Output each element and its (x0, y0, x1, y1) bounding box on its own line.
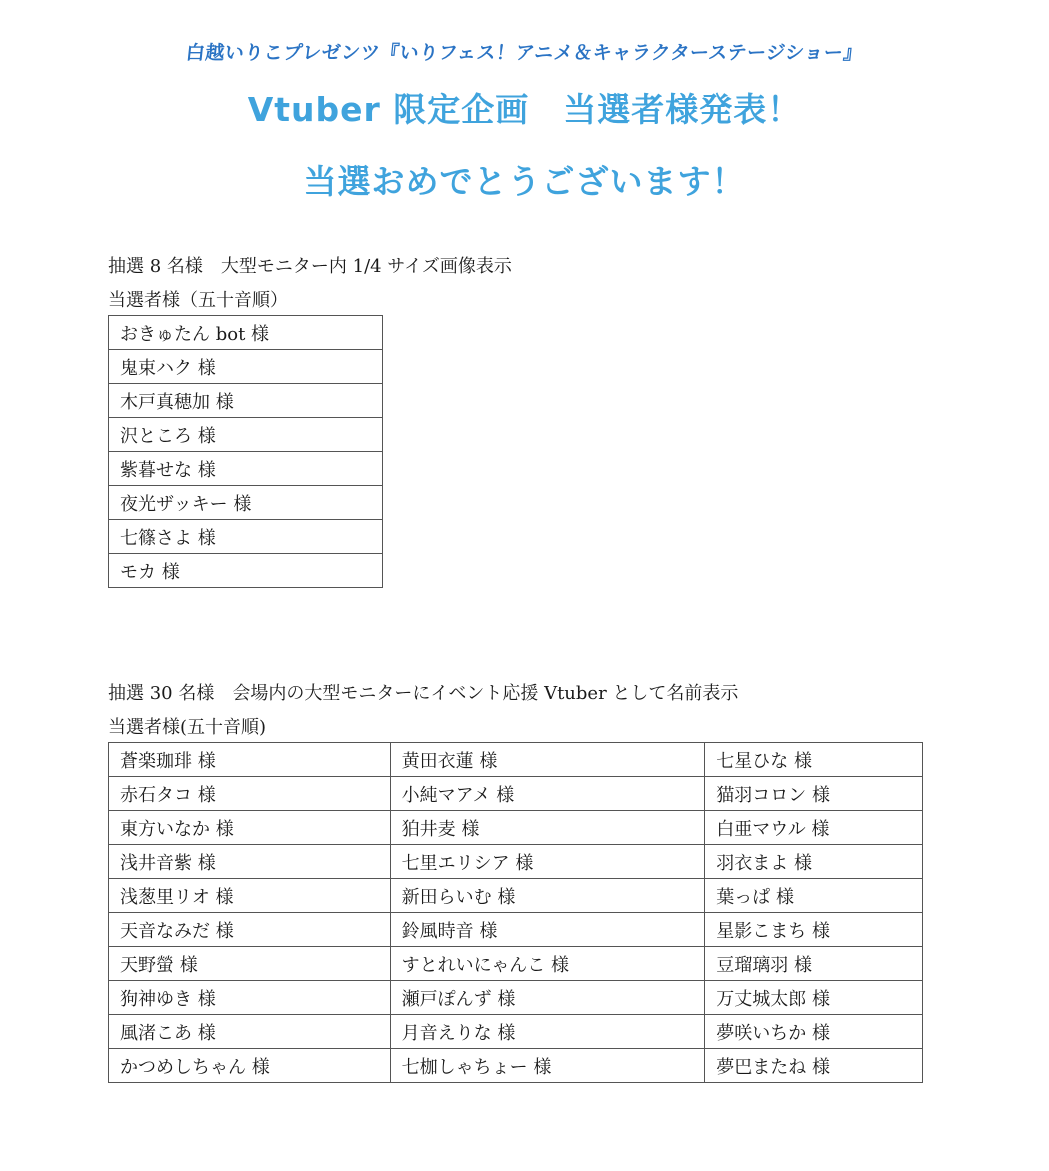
table-row (109, 316, 383, 350)
section-30-heading: 抽選 30 名様 会場内の大型モニターにイベント応援 Vtuber として名前表示 (108, 683, 739, 704)
table-row (109, 743, 923, 777)
table-row (109, 913, 923, 947)
winner-name: 木戸真穂加 様 (109, 384, 383, 418)
table-row (109, 777, 923, 811)
winner-name: 七篠さよ 様 (109, 520, 383, 554)
winner-name: 黄田衣蓮 様 (390, 743, 705, 777)
table-row (109, 981, 923, 1015)
congratulations-title: 当選おめでとうございます！ (303, 162, 746, 201)
table-row (109, 350, 383, 384)
winner-name: 鬼束ハク 様 (109, 350, 383, 384)
winner-name: 七枷しゃちょー 様 (390, 1049, 705, 1083)
winner-name: 夜光ザッキー 様 (109, 486, 383, 520)
table-row (109, 486, 383, 520)
winner-name: 新田らいむ 様 (390, 879, 705, 913)
winner-name: 狛井麦 様 (390, 811, 705, 845)
winner-name: すとれいにゃんこ 様 (390, 947, 705, 981)
winner-name: かつめしちゃん 様 (109, 1049, 391, 1083)
winner-name: 夢咲いちか 様 (705, 1015, 923, 1049)
winner-name: 天野螢 様 (109, 947, 391, 981)
section-8-subheading: 当選者様（五十音順） (108, 290, 288, 311)
winner-name: 浅井音紫 様 (109, 845, 391, 879)
winner-name: 七星ひな 様 (705, 743, 923, 777)
section-30-subheading: 当選者様(五十音順) (108, 717, 267, 738)
table-row (109, 811, 923, 845)
winner-name: 白亜マウル 様 (705, 811, 923, 845)
table-row (109, 554, 383, 588)
winner-name: 紫暮せな 様 (109, 452, 383, 486)
winner-name: 万丈城太郎 様 (705, 981, 923, 1015)
winner-name: 狗神ゆき 様 (109, 981, 391, 1015)
table-row (109, 1049, 923, 1083)
project-announcement-title: Vtuber 限定企画 当選者様発表！ (247, 90, 802, 129)
winner-name: 小純マアメ 様 (390, 777, 705, 811)
winner-name: 夢巴またね 様 (705, 1049, 923, 1083)
winner-name: 羽衣まよ 様 (705, 845, 923, 879)
table-row (109, 452, 383, 486)
winner-name: 七里エリシア 様 (390, 845, 705, 879)
winner-name: 沢ところ 様 (109, 418, 383, 452)
winner-name: 猫羽コロン 様 (705, 777, 923, 811)
table-row (109, 879, 923, 913)
table-row (109, 520, 383, 554)
winner-name: モカ 様 (109, 554, 383, 588)
table-row (109, 845, 923, 879)
table-row (109, 384, 383, 418)
winner-name: 赤石タコ 様 (109, 777, 391, 811)
winners-table-30 (108, 742, 923, 1083)
winner-name: 豆瑠璃羽 様 (705, 947, 923, 981)
winner-name: 浅葱里リオ 様 (109, 879, 391, 913)
winner-name: おきゅたん bot 様 (109, 316, 383, 350)
table-row (109, 418, 383, 452)
winner-name: 瀬戸ぽんず 様 (390, 981, 705, 1015)
winner-name: 東方いなか 様 (109, 811, 391, 845)
winner-name: 月音えりな 様 (390, 1015, 705, 1049)
winners-table-8 (108, 315, 383, 588)
winner-name: 鈴風時音 様 (390, 913, 705, 947)
winner-name: 星影こまち 様 (705, 913, 923, 947)
section-8-heading: 抽選 8 名様 大型モニター内 1/4 サイズ画像表示 (108, 256, 512, 277)
winner-name: 風渚こあ 様 (109, 1015, 391, 1049)
winner-name: 天音なみだ 様 (109, 913, 391, 947)
table-row (109, 947, 923, 981)
winner-name: 葉っぱ 様 (705, 879, 923, 913)
table-row (109, 1015, 923, 1049)
event-presents-title: 白越いりこプレゼンツ『いりフェス！アニメ＆キャラクターステージショー』 (184, 42, 864, 64)
winner-name: 蒼楽珈琲 様 (109, 743, 391, 777)
